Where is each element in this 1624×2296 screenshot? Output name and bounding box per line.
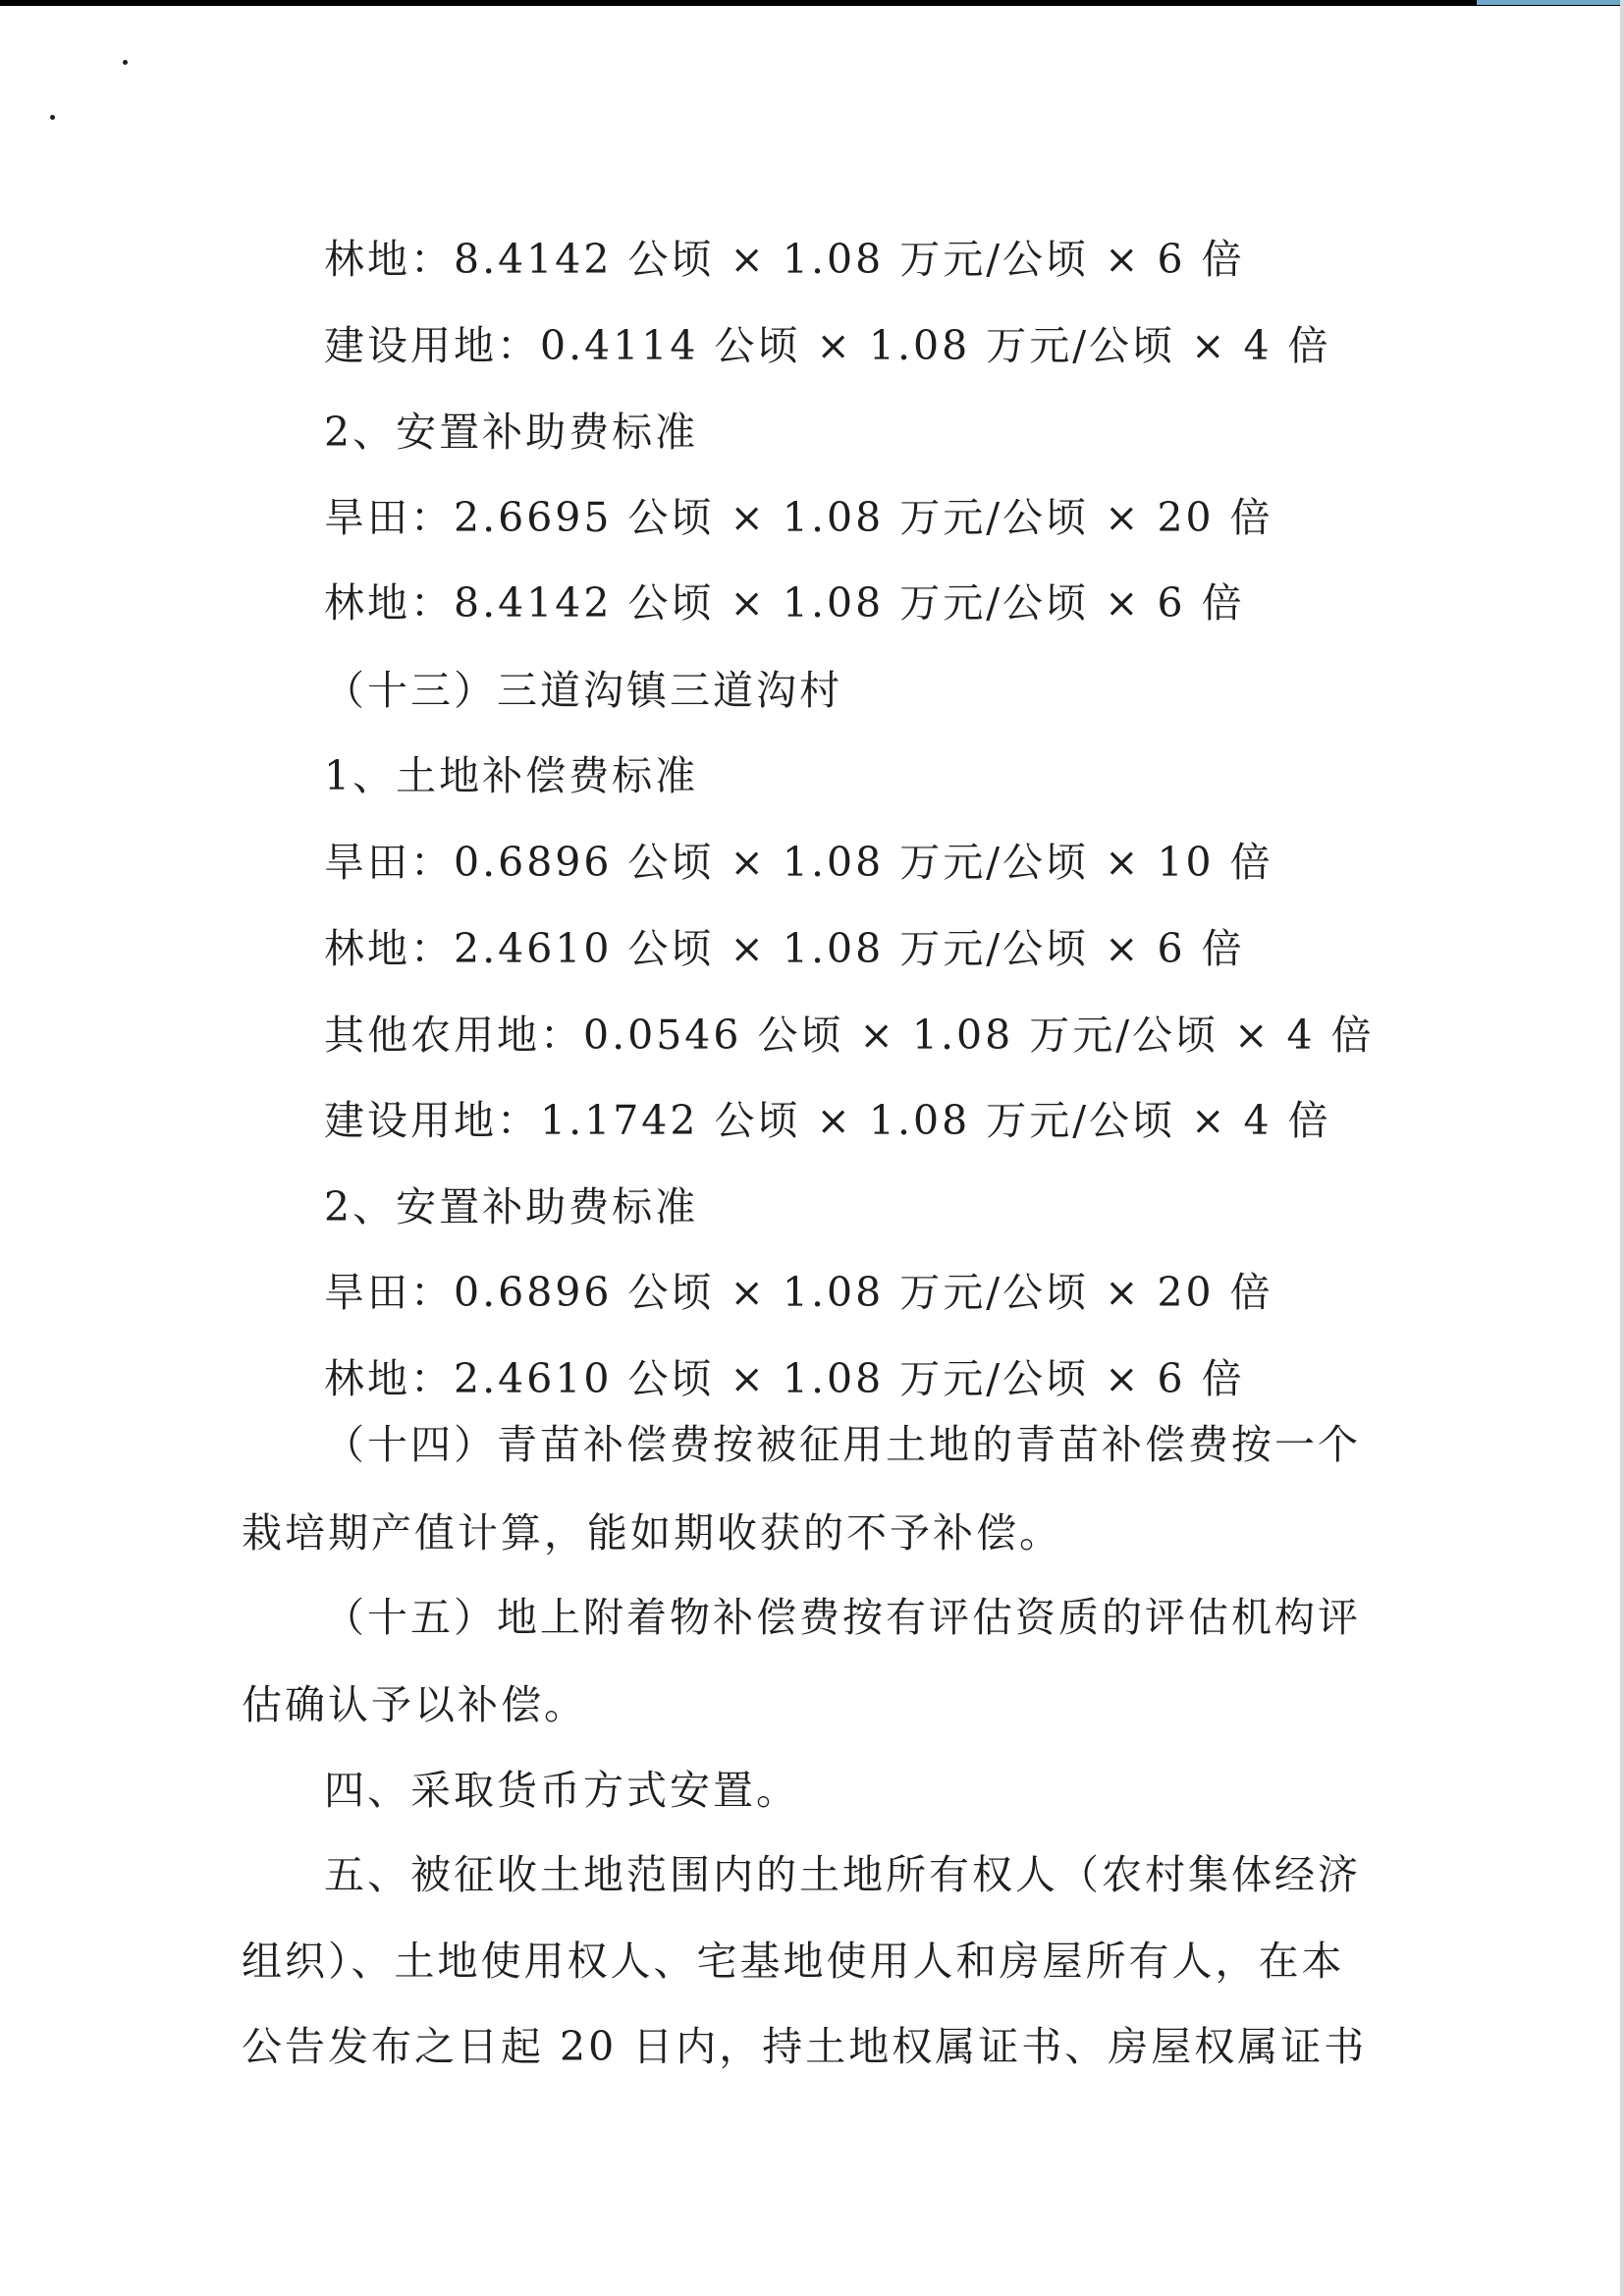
- dry-field-resettlement-line: 旱田：2.6695 公顷 × 1.08 万元/公顷 × 20 倍: [324, 494, 1273, 541]
- section-heading: 1、土地补偿费标准: [324, 752, 699, 799]
- paragraph-line: 估确认予以补偿。: [242, 1681, 587, 1728]
- forest-land-resettlement-line: 林地：2.4610 公顷 × 1.08 万元/公顷 × 6 倍: [324, 1355, 1245, 1402]
- scan-border-top: [0, 0, 1624, 6]
- forest-land-compensation-line: 林地：2.4610 公顷 × 1.08 万元/公顷 × 6 倍: [324, 925, 1245, 972]
- scan-speck: [123, 60, 128, 65]
- scan-border-right: [1620, 0, 1624, 2296]
- scan-speck: [50, 115, 55, 120]
- paragraph-line: 组织）、土地使用权人、宅基地使用人和房屋所有人，在本: [242, 1938, 1345, 1985]
- forest-land-resettlement-line: 林地：8.4142 公顷 × 1.08 万元/公顷 × 6 倍: [324, 579, 1245, 627]
- section-heading: 2、安置补助费标准: [324, 1183, 699, 1230]
- paragraph-line: 五、被征收土地范围内的土地所有权人（农村集体经济: [324, 1851, 1361, 1898]
- scan-color-strip: [1477, 0, 1624, 5]
- paragraph-line: 栽培期产值计算，能如期收获的不予补偿。: [242, 1509, 1062, 1557]
- village-heading: （十三）三道沟镇三道沟村: [324, 667, 842, 714]
- section-heading: 2、安置补助费标准: [324, 409, 699, 456]
- construction-land-compensation-line: 建设用地：0.4114 公顷 × 1.08 万元/公顷 × 4 倍: [324, 322, 1331, 369]
- paragraph-line: （十五）地上附着物补偿费按有评估资质的评估机构评: [324, 1594, 1361, 1641]
- dry-field-resettlement-line: 旱田：0.6896 公顷 × 1.08 万元/公顷 × 20 倍: [324, 1269, 1273, 1316]
- forest-land-compensation-line: 林地：8.4142 公顷 × 1.08 万元/公顷 × 6 倍: [324, 236, 1245, 283]
- paragraph-line: 四、采取货币方式安置。: [324, 1767, 799, 1814]
- other-farmland-compensation-line: 其他农用地：0.0546 公顷 × 1.08 万元/公顷 × 4 倍: [324, 1011, 1375, 1059]
- paragraph-line: 公告发布之日起 20 日内，持土地权属证书、房屋权属证书: [242, 2023, 1368, 2070]
- dry-field-compensation-line: 旱田：0.6896 公顷 × 1.08 万元/公顷 × 10 倍: [324, 839, 1273, 886]
- construction-land-compensation-line: 建设用地：1.1742 公顷 × 1.08 万元/公顷 × 4 倍: [324, 1097, 1331, 1144]
- paragraph-line: （十四）青苗补偿费按被征用土地的青苗补偿费按一个: [324, 1421, 1361, 1468]
